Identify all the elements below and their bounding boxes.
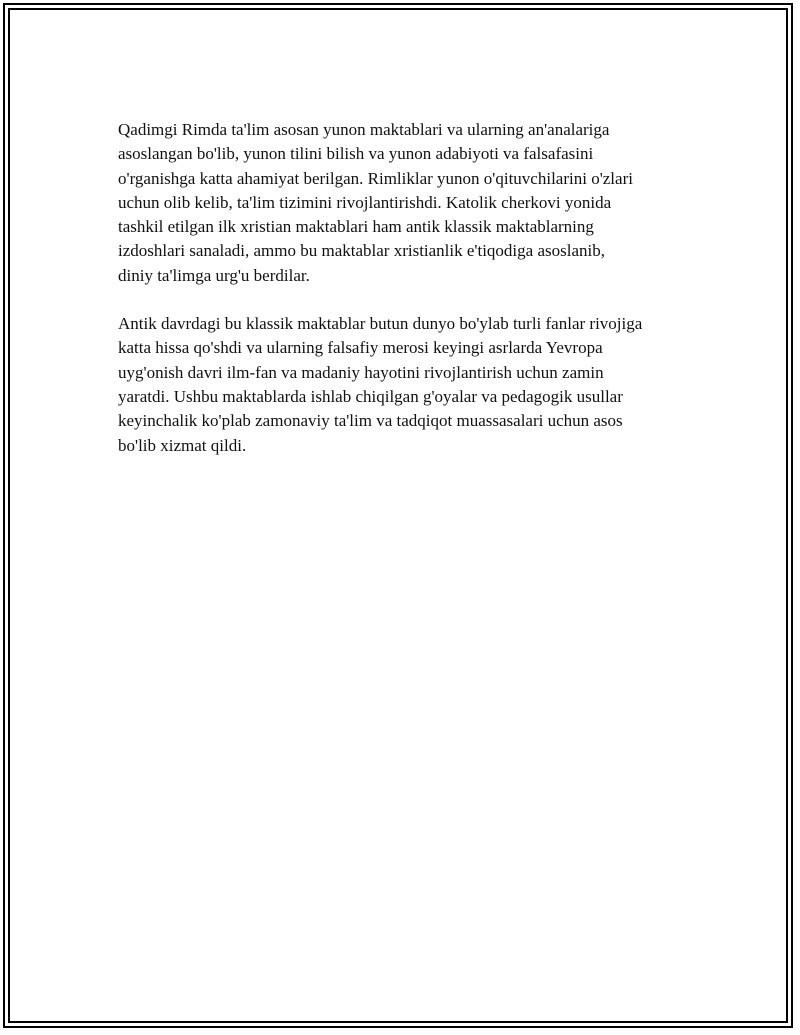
text-line: tashkil etilgan ilk xristian maktablari ham antik klassik maktablarning bbox=[118, 217, 594, 237]
text-line: yaratdi. Ushbu maktablarda ishlab chiqilgan g'oyalar va pedagogik usullar bbox=[118, 386, 623, 406]
text-line: katta hissa qo'shdi va ularning falsafiy merosi keyingi asrlarda Yevropa bbox=[118, 338, 603, 358]
text-line: bo'lib xizmat qildi. bbox=[118, 435, 247, 455]
text-line: Antik davrdagi bu klassik maktablar butun dunyo bo'ylab turli fanlar rivojiga bbox=[118, 314, 643, 334]
text-line: uchun olib kelib, ta'lim tizimini rivojlantirishdi. Katolik cherkovi yonida bbox=[118, 192, 612, 212]
text-line: keyinchalik ko'plab zamonaviy ta'lim va tadqiqot muassasalari uchun asos bbox=[118, 411, 623, 431]
text-line: uyg'onish davri ilm-fan va madaniy hayotini rivojlantirish uchun zamin bbox=[118, 362, 604, 382]
text-line: diniy ta'limga urg'u berdilar. bbox=[118, 265, 310, 285]
text-line: o'rganishga katta ahamiyat berilgan. Rimliklar yunon o'qituvchilarini o'zlari bbox=[118, 168, 633, 188]
paragraph-1 bbox=[118, 118, 698, 288]
paragraph-2 bbox=[118, 312, 698, 458]
document-body bbox=[118, 118, 698, 458]
text-line: izdoshlari sanaladi, ammo bu maktablar xristianlik e'tiqodiga asoslanib, bbox=[118, 241, 605, 261]
text-line: Qadimgi Rimda ta'lim asosan yunon maktablari va ularning an'analariga bbox=[118, 120, 610, 139]
text-line: asoslangan bo'lib, yunon tilini bilish va yunon adabiyoti va falsafasini bbox=[118, 144, 594, 164]
